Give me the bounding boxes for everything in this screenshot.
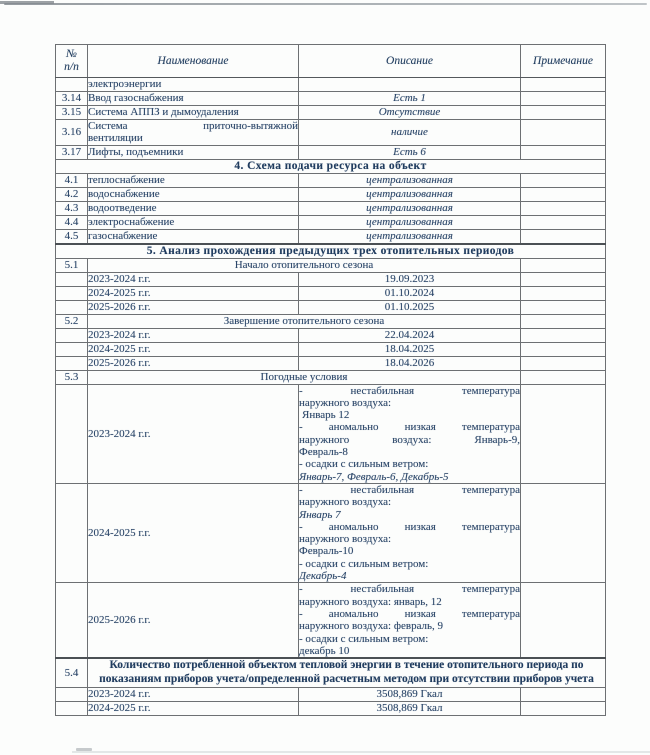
scan-edge-artifact-bottom	[72, 751, 650, 753]
text-line: декабрь 10	[299, 644, 350, 657]
cell-num: 5.1	[56, 258, 88, 272]
cell-desc: 18.04.2026	[299, 356, 521, 370]
text-line: - нестабильная температура	[299, 384, 520, 397]
subsection-title: Количество потребленной объектом тепловой энергии в течение отопительного периода по показаниям приборов учета/определенной расчетным методом при отсутствии приборов учета	[88, 658, 606, 687]
cell-name: 2023-2024 г.г.	[88, 328, 299, 342]
cell-desc: централизованная	[299, 229, 521, 244]
cell-note	[521, 370, 606, 384]
header-cell-note: Примечание	[521, 45, 606, 78]
table-row	[56, 342, 606, 356]
text-line: наружного воздуха:	[299, 533, 392, 546]
table-row	[56, 658, 606, 687]
table-row	[56, 173, 606, 187]
cell-note	[521, 356, 606, 370]
text-line: Январь 12	[302, 409, 350, 422]
subsection-title: Завершение отопительного сезона	[88, 314, 521, 328]
text-line: - осадки с сильным ветром:	[299, 557, 429, 570]
text-line: наружного воздуха: февраль, 9	[299, 620, 444, 633]
text-line: - аномально низкая температура	[299, 520, 520, 533]
table-row	[56, 356, 606, 370]
table-row	[56, 215, 606, 229]
cell-num: 3.15	[56, 106, 88, 120]
cell-note	[521, 173, 606, 187]
cell-desc	[299, 583, 521, 658]
table-row	[56, 187, 606, 201]
cell-note	[521, 187, 606, 201]
subsection-title: Начало отопительного сезона	[88, 258, 521, 272]
cell-num: 4.1	[56, 173, 88, 187]
cell-num: 3.14	[56, 92, 88, 106]
section-row	[56, 244, 606, 259]
table-row	[56, 384, 606, 483]
text-line: - нестабильная температура	[299, 483, 520, 496]
cell-note	[521, 701, 606, 715]
header-num-line2: п/п	[64, 61, 79, 73]
cell-num	[56, 328, 88, 342]
text-line: Система приточно-вытяжной	[88, 120, 298, 132]
cell-name: водоотведение	[88, 201, 299, 215]
cell-name: 2023-2024 г.г.	[88, 384, 299, 483]
cell-desc: централизованная	[299, 187, 521, 201]
cell-num	[56, 701, 88, 715]
cell-num	[56, 583, 88, 658]
cell-note	[521, 300, 606, 314]
cell-note	[521, 229, 606, 244]
cell-note	[521, 483, 606, 582]
header-cell-num	[56, 45, 88, 78]
cell-desc: 3508,869 Гкал	[299, 687, 521, 701]
cell-note	[521, 78, 606, 92]
text-line: - осадки с сильным ветром:	[299, 632, 429, 645]
table-row	[56, 145, 606, 159]
cell-note	[521, 201, 606, 215]
table-row	[56, 583, 606, 658]
section-row	[56, 159, 606, 173]
cell-num	[56, 342, 88, 356]
table-row	[56, 370, 606, 384]
cell-note	[521, 145, 606, 159]
table-row	[56, 120, 606, 146]
cell-num	[56, 300, 88, 314]
cell-note	[521, 215, 606, 229]
cell-note	[521, 328, 606, 342]
cell-num: 5.2	[56, 314, 88, 328]
cell-num: 4.2	[56, 187, 88, 201]
document-table	[55, 44, 606, 716]
text-line: наружного воздуха:	[299, 496, 392, 509]
header-cell-name: Наименование	[88, 45, 299, 78]
table-row	[56, 106, 606, 120]
cell-note	[521, 286, 606, 300]
cell-name: 2023-2024 г.г.	[88, 272, 299, 286]
section-title: 4. Схема подачи ресурса на объект	[56, 159, 606, 173]
cell-desc: 01.10.2025	[299, 300, 521, 314]
cell-name: электроэнергии	[88, 78, 299, 92]
table-row	[56, 92, 606, 106]
cell-note	[521, 687, 606, 701]
text-line: наружного воздуха: январь, 12	[299, 595, 442, 608]
cell-num	[56, 384, 88, 483]
text-line: Февраль-10	[299, 545, 354, 558]
cell-desc	[299, 384, 521, 483]
cell-name: 2024-2025 г.г.	[88, 701, 299, 715]
scan-edge-artifact-top	[4, 3, 647, 5]
cell-note	[521, 120, 606, 146]
table-row	[56, 78, 606, 92]
cell-num: 3.17	[56, 145, 88, 159]
cell-num: 4.4	[56, 215, 88, 229]
table-row	[56, 286, 606, 300]
cell-num: 3.16	[56, 120, 88, 146]
text-line: наружного воздуха:	[299, 396, 392, 409]
text-line: - аномально низкая температура	[299, 421, 520, 434]
cell-num: 5.3	[56, 370, 88, 384]
cell-desc: 19.09.2023	[299, 272, 521, 286]
text-line: Январь-7, Февраль-6, Декабрь-5	[299, 470, 449, 483]
text-line: - аномально низкая температура	[299, 607, 520, 620]
table-header-row	[56, 45, 606, 78]
cell-desc: наличие	[299, 120, 521, 146]
cell-desc: 18.04.2025	[299, 342, 521, 356]
cell-desc: централизованная	[299, 215, 521, 229]
cell-desc: централизованная	[299, 173, 521, 187]
text-line: Февраль-8	[299, 446, 348, 459]
cell-note	[521, 314, 606, 328]
table-row	[56, 687, 606, 701]
cell-desc: Есть 6	[299, 145, 521, 159]
cell-num	[56, 286, 88, 300]
cell-num	[56, 272, 88, 286]
header-cell-desc: Описание	[299, 45, 521, 78]
cell-name	[88, 120, 299, 146]
cell-name: водоснабжение	[88, 187, 299, 201]
table-row	[56, 229, 606, 244]
cell-note	[521, 258, 606, 272]
cell-name: Система АППЗ и дымоудаления	[88, 106, 299, 120]
table-row	[56, 328, 606, 342]
cell-desc	[299, 78, 521, 92]
cell-num: 4.5	[56, 229, 88, 244]
section-title: 5. Анализ прохождения предыдущих трех отопительных периодов	[56, 244, 606, 259]
cell-num	[56, 78, 88, 92]
table-row	[56, 300, 606, 314]
text-line: - нестабильная температура	[299, 583, 520, 596]
text-line: наружного воздуха: Январь-9,	[299, 433, 520, 446]
cell-name: 2024-2025 г.г.	[88, 483, 299, 582]
cell-name: 2025-2026 г.г.	[88, 356, 299, 370]
scan-smudge	[76, 748, 92, 751]
cell-note	[521, 342, 606, 356]
table-row	[56, 483, 606, 582]
table-row	[56, 258, 606, 272]
cell-name: 2025-2026 г.г.	[88, 300, 299, 314]
cell-num: 5.4	[56, 658, 88, 687]
cell-desc: 3508,869 Гкал	[299, 701, 521, 715]
header-num-line1: №	[66, 48, 77, 60]
cell-note	[521, 106, 606, 120]
table-row	[56, 701, 606, 715]
cell-num	[56, 687, 88, 701]
cell-note	[521, 583, 606, 658]
cell-name: 2025-2026 г.г.	[88, 583, 299, 658]
cell-desc: Есть 1	[299, 92, 521, 106]
cell-desc: 01.10.2024	[299, 286, 521, 300]
cell-desc: Отсутствие	[299, 106, 521, 120]
table-row	[56, 314, 606, 328]
text-line: - осадки с сильным ветром:	[299, 458, 429, 471]
cell-num: 4.3	[56, 201, 88, 215]
text-line: Декабрь-4	[299, 570, 347, 583]
cell-name: 2023-2024 г.г.	[88, 687, 299, 701]
cell-desc	[299, 483, 521, 582]
subsection-title: Погодные условия	[88, 370, 521, 384]
cell-desc: централизованная	[299, 201, 521, 215]
cell-name: теплоснабжение	[88, 173, 299, 187]
table-row	[56, 272, 606, 286]
cell-desc: 22.04.2024	[299, 328, 521, 342]
cell-note	[521, 384, 606, 483]
cell-name: Ввод газоснабжения	[88, 92, 299, 106]
cell-name: газоснабжение	[88, 229, 299, 244]
text-line: Январь 7	[299, 508, 341, 521]
cell-num	[56, 483, 88, 582]
cell-name: 2024-2025 г.г.	[88, 342, 299, 356]
table-row	[56, 201, 606, 215]
cell-num	[56, 356, 88, 370]
text-line: вентиляции	[88, 132, 143, 145]
cell-note	[521, 272, 606, 286]
cell-name: электроснабжение	[88, 215, 299, 229]
cell-name: 2024-2025 г.г.	[88, 286, 299, 300]
cell-note	[521, 92, 606, 106]
cell-name: Лифты, подъемники	[88, 145, 299, 159]
